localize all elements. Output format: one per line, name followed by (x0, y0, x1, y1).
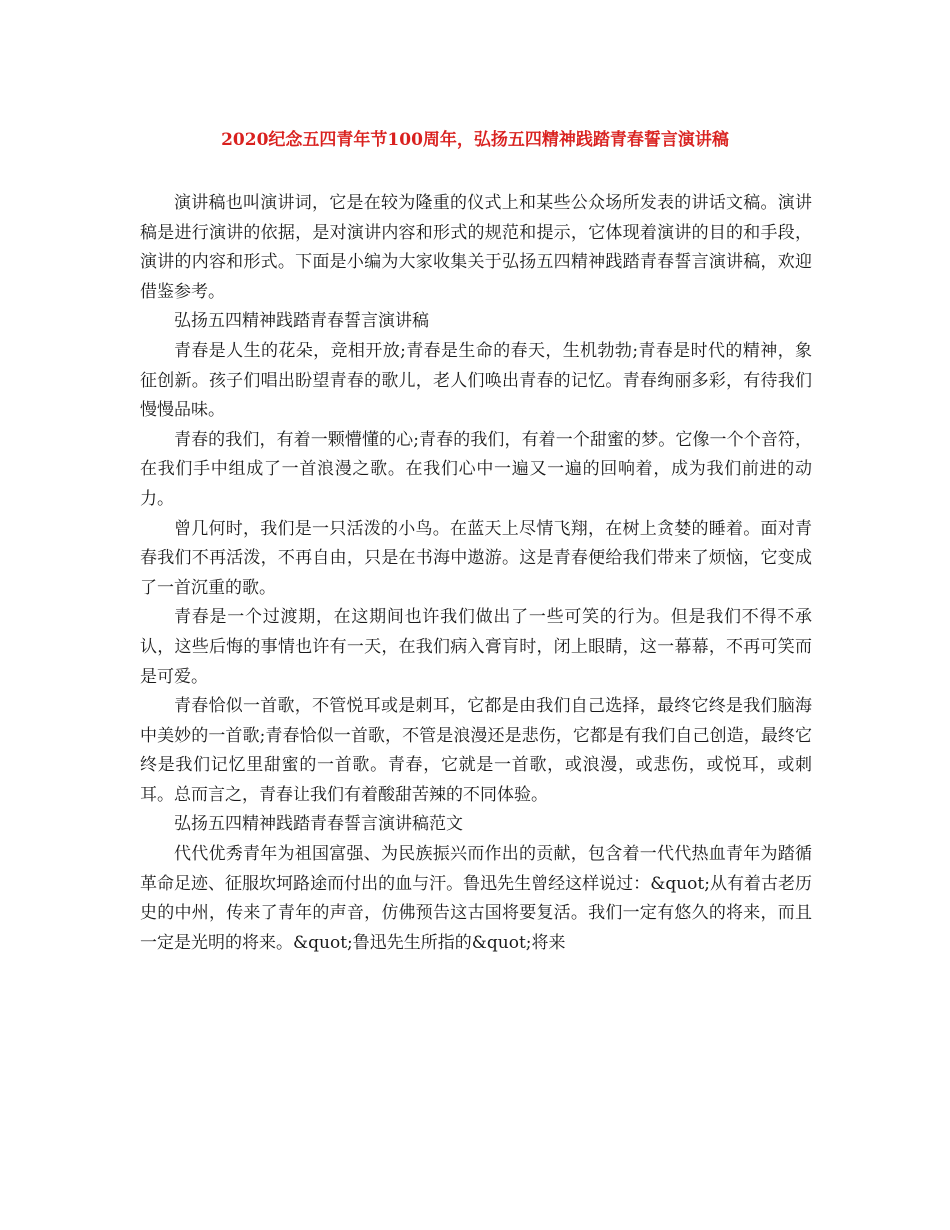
paragraph: 青春是一个过渡期，在这期间也许我们做出了一些可笑的行为。但是我们不得不承认，这些后悔的事情也许有一天，在我们病入膏肓时，闭上眼睛，这一幕幕，不再可笑而是可爱。 (140, 607, 812, 687)
document-title: 2020纪念五四青年节100周年，弘扬五四精神践踏青春誓言演讲稿 (221, 130, 729, 150)
paragraph: 曾几何时，我们是一只活泼的小鸟。在蓝天上尽情飞翔，在树上贪婪的睡着。面对青春我们不再活泼，不再自由，只是在书海中遨游。这是青春便给我们带来了烦恼，它变成了一首沉重的歌。 (140, 518, 812, 598)
paragraph: 青春是人生的花朵，竞相开放;青春是生命的春天，生机勃勃;青春是时代的精神，象征创新。孩子们唱出盼望青春的歌儿，老人们唤出青春的记忆。青春绚丽多彩，有待我们慢慢品味。 (140, 340, 812, 421)
document-body (140, 189, 812, 958)
section-heading: 弘扬五四精神践踏青春誓言演讲稿 (174, 311, 429, 332)
paragraph: 青春恰似一首歌，不管悦耳或是刺耳，它都是由我们自己选择，最终它终是我们脑海中美妙的一首歌;青春恰似一首歌，不管是浪漫还是悲伤，它都是有我们自己创造，最终它终是我们记忆里甜蜜的一首歌。青春，它就是一首歌，或浪漫，或悲伤，或悦耳，或刺耳。总而言之，青春让我们有着酸甜苦辣的不同体验。 (140, 696, 812, 805)
paragraph: 代代优秀青年为祖国富强、为民族振兴而作出的贡献，包含着一代代热血青年为踏循革命足迹、征服坎坷路途而付出的血与汗。鲁迅先生曾经这样说过：&quot;从有着古老历史的中州，传来了青年的声音，仿佛预告这古国将要复活。我们一定有悠久的将来，而且一定是光明的将来。&quot;鲁迅先生所指的&quot;将来 (140, 844, 812, 953)
paragraph-intro: 演讲稿也叫演讲词，它是在较为隆重的仪式上和某些公众场所发表的讲话文稿。演讲稿是进行演讲的依据，是对演讲内容和形式的规范和提示，它体现着演讲的目的和手段，演讲的内容和形式。下面是小编为大家收集关于弘扬五四精神践踏青春誓言演讲稿，欢迎借鉴参考。 (140, 193, 812, 302)
section-heading: 弘扬五四精神践踏青春誓言演讲稿范文 (174, 814, 463, 835)
paragraph: 青春的我们，有着一颗懵懂的心;青春的我们，有着一个甜蜜的梦。它像一个个音符，在我们手中组成了一首浪漫之歌。在我们心中一遍又一遍的回响着，成为我们前进的动力。 (140, 429, 812, 509)
